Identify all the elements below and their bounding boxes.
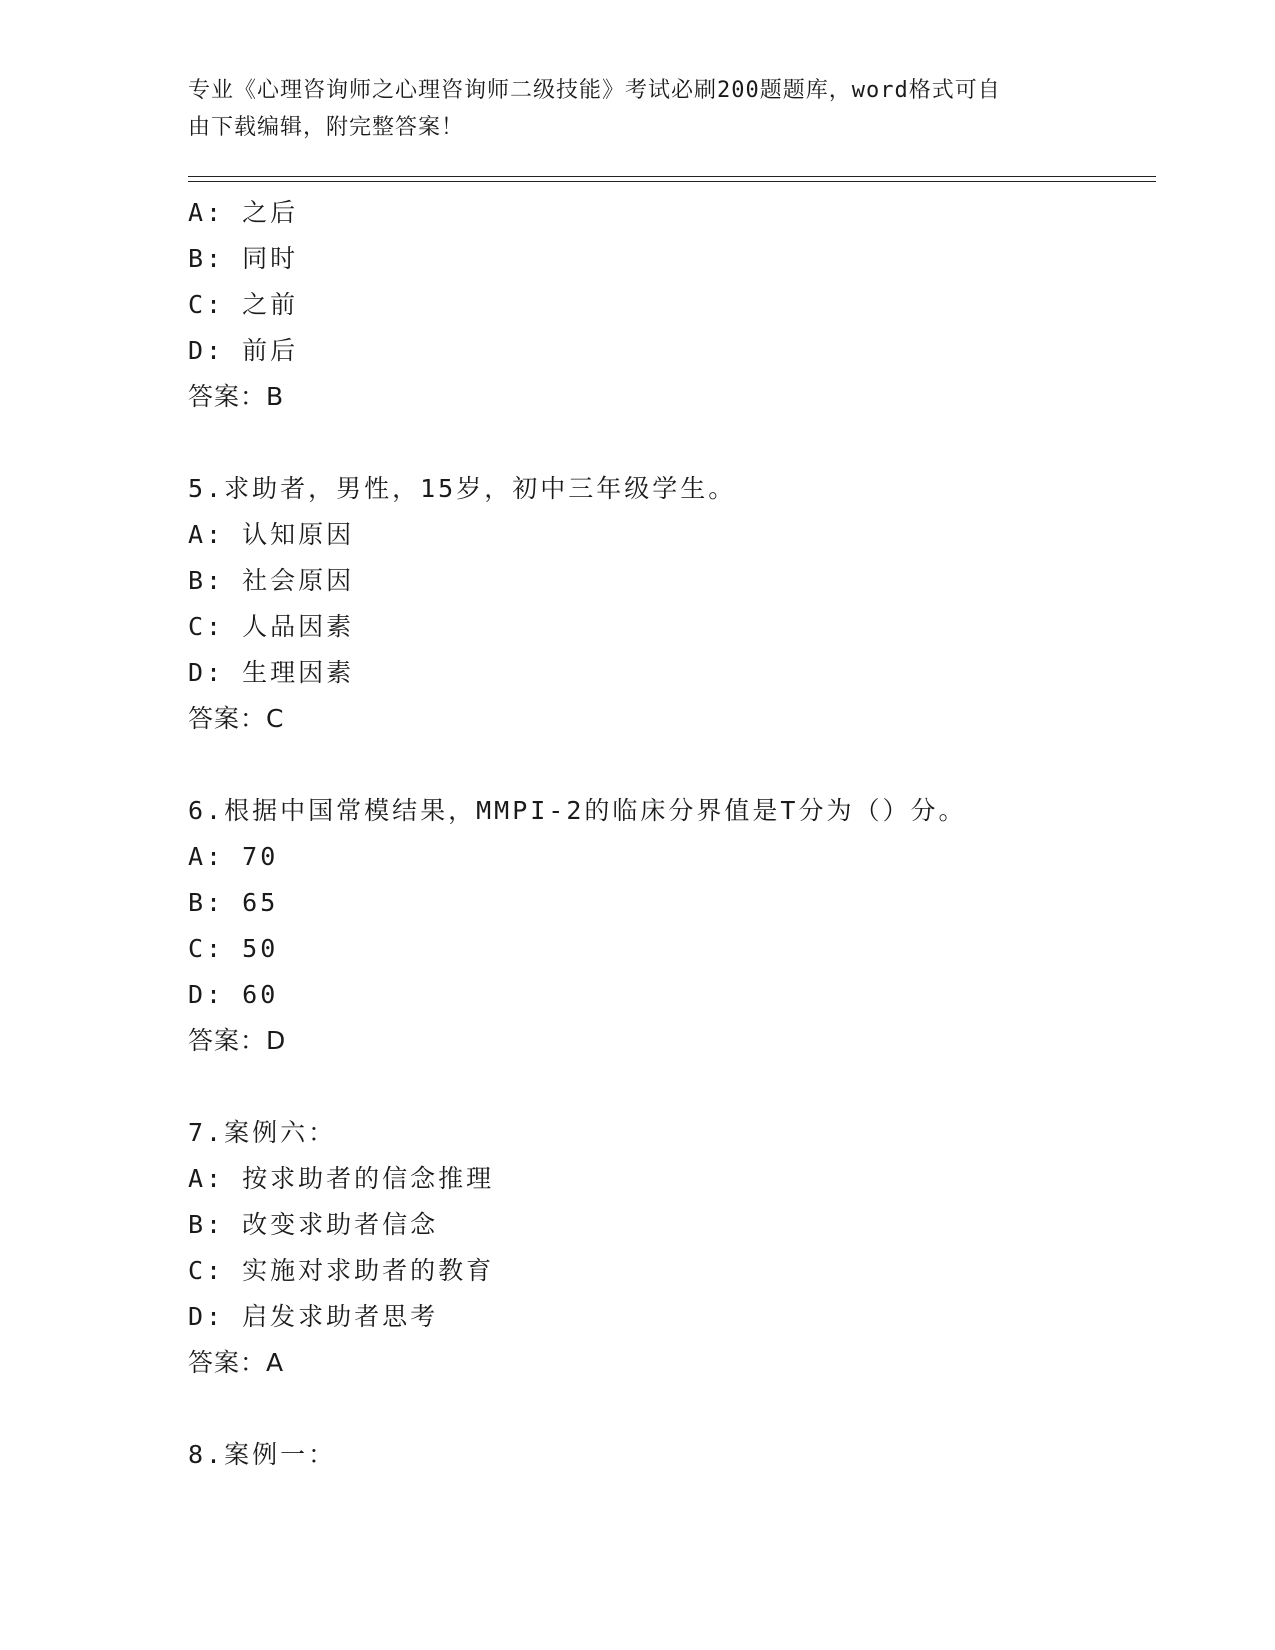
- document-header: [188, 72, 1068, 146]
- question-stem: 6.根据中国常模结果，MMPI-2的临床分界值是T分为（）分。: [188, 796, 967, 825]
- option-a: A: 70: [188, 842, 279, 871]
- answer-text: 答案：A: [188, 1348, 285, 1377]
- option-d: D: 60: [188, 980, 279, 1009]
- header-divider-bottom: [188, 181, 1156, 182]
- option-a: A: 之后: [188, 198, 299, 227]
- spacer: [188, 420, 1148, 466]
- header-line-1: 专业《心理咨询师之心理咨询师二级技能》考试必刷200题题库，word格式可自: [188, 78, 1001, 103]
- header-line-2: 由下载编辑，附完整答案！: [188, 115, 465, 140]
- question-stem: 7.案例六：: [188, 1118, 337, 1147]
- option-b: B: 社会原因: [188, 566, 355, 595]
- option-c: C: 人品因素: [188, 612, 355, 641]
- answer-text: 答案：B: [188, 382, 285, 411]
- header-divider-top: [188, 176, 1156, 177]
- option-a: A: 按求助者的信念推理: [188, 1164, 495, 1193]
- question-5: [188, 466, 1148, 742]
- option-d: D: 前后: [188, 336, 299, 365]
- question-6: [188, 788, 1148, 1064]
- question-stem: 8.案例一：: [188, 1440, 337, 1469]
- option-b: B: 改变求助者信念: [188, 1210, 439, 1239]
- question-stem: 5.求助者，男性，15岁，初中三年级学生。: [188, 474, 737, 503]
- option-d: D: 生理因素: [188, 658, 355, 687]
- answer-text: 答案：D: [188, 1026, 287, 1055]
- option-b: B: 65: [188, 888, 279, 917]
- spacer: [188, 1386, 1148, 1432]
- option-b: B: 同时: [188, 244, 299, 273]
- spacer: [188, 1064, 1148, 1110]
- question-8: [188, 1432, 1148, 1478]
- partial-question: [188, 190, 1148, 420]
- option-c: C: 实施对求助者的教育: [188, 1256, 495, 1285]
- question-list: [188, 190, 1148, 1478]
- option-c: C: 之前: [188, 290, 299, 319]
- option-d: D: 启发求助者思考: [188, 1302, 439, 1331]
- spacer: [188, 742, 1148, 788]
- option-c: C: 50: [188, 934, 279, 963]
- question-7: [188, 1110, 1148, 1386]
- option-a: A: 认知原因: [188, 520, 355, 549]
- answer-text: 答案：C: [188, 704, 285, 733]
